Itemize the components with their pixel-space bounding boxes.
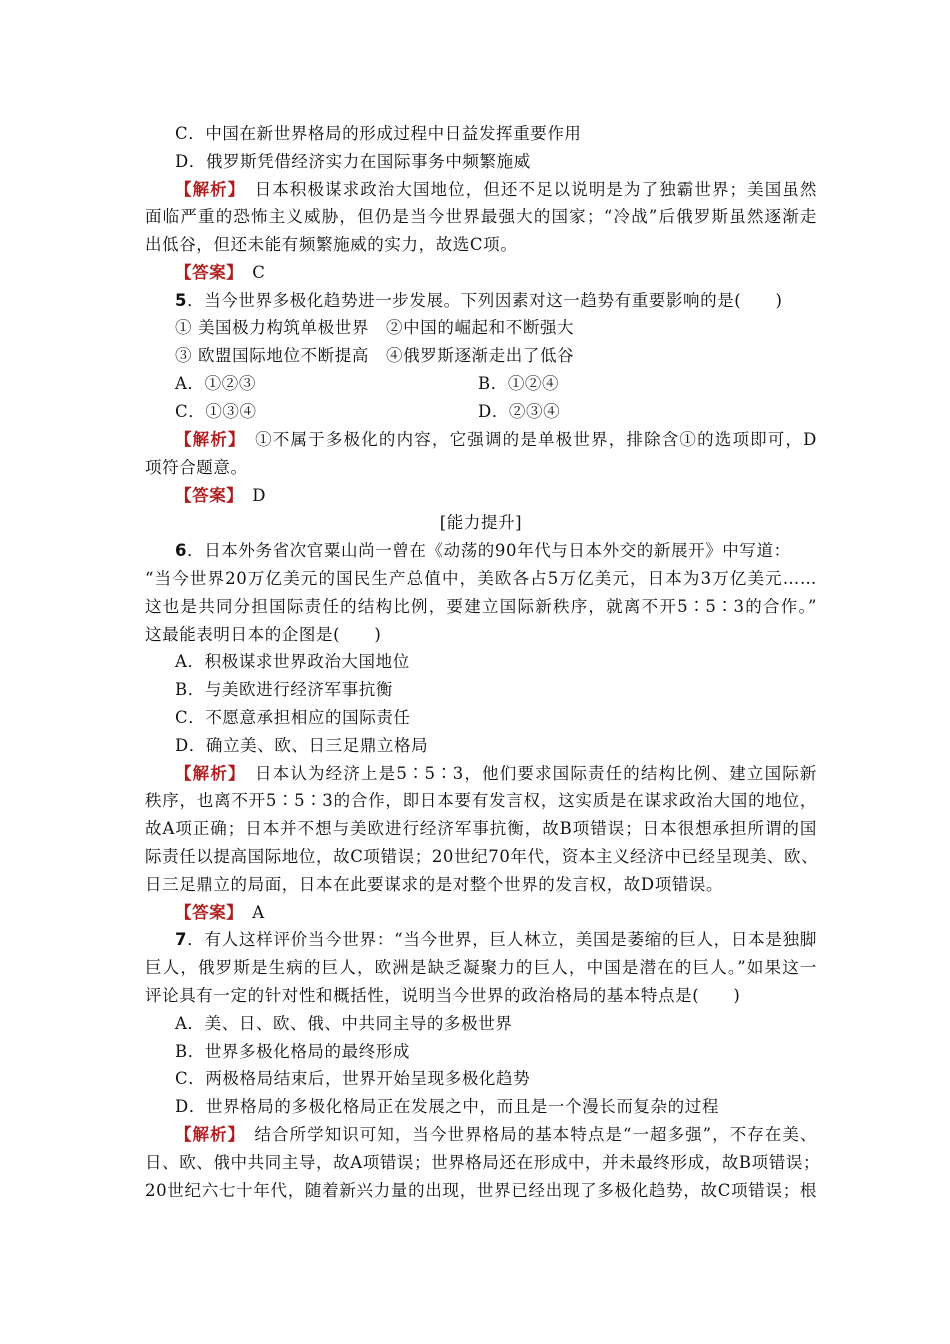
q5-items-line-1: ① 美国极力构筑单极世界 ②中国的崛起和不断强大	[175, 318, 575, 337]
q6-option-d: D．确立美、欧、日三足鼎立格局	[175, 736, 429, 755]
section-heading: [能力提升]	[439, 513, 523, 532]
q6-analysis-line-4: 际责任以提高国际地位，故C项错误；20世纪70年代，资本主义经济中已经呈现美、欧、	[145, 847, 819, 866]
q5-analysis-line-2: 项符合题意。	[145, 458, 248, 477]
q5-stem: 5．当今世界多极化趋势进一步发展。下列因素对这一趋势有重要影响的是( )	[175, 291, 783, 310]
q7-stem-line-3: 评论具有一定的针对性和概括性，说明当今世界的政治格局的基本特点是( )	[145, 986, 741, 1005]
question-number: 5	[175, 291, 188, 310]
q6-analysis-line-2: 秩序，也离不开5∶5∶3的合作，即日本要有发言权，这实质是在谋求政治大国的地位，	[145, 791, 817, 810]
q7-option-a: A．美、日、欧、俄、中共同主导的多极世界	[175, 1014, 513, 1033]
answer-tag: 【答案】	[175, 486, 236, 505]
question-number: 7	[175, 930, 188, 949]
q5-option-a: A．①②③	[175, 374, 256, 393]
q4-answer: 【答案】 C	[175, 263, 266, 282]
q7-option-d: D．世界格局的多极化格局正在发展之中，而且是一个漫长而复杂的过程	[175, 1097, 719, 1116]
analysis-tag: 【解析】	[175, 1125, 237, 1144]
q6-option-a: A．积极谋求世界政治大国地位	[175, 652, 410, 671]
q6-answer: 【答案】 A	[175, 903, 265, 922]
q4-analysis-line-3: 出低谷，但还未能有频繁施威的实力，故选C项。	[145, 235, 518, 254]
q6-option-c: C．不愿意承担相应的国际责任	[175, 708, 411, 727]
q4-option-d: D．俄罗斯凭借经济实力在国际事务中频繁施威	[175, 152, 531, 171]
q5-option-c: C．①③④	[175, 402, 257, 421]
q7-stem-line-2: 巨人，俄罗斯是生病的巨人，欧洲是缺乏凝聚力的巨人，中国是潜在的巨人。”如果这一	[145, 958, 817, 977]
q7-option-b: B．世界多极化格局的最终形成	[175, 1042, 411, 1061]
q6-analysis-line-1: 【解析】 日本认为经济上是5∶5∶3，他们要求国际责任的结构比例、建立国际新	[175, 764, 817, 783]
answer-tag: 【答案】	[175, 903, 236, 922]
q6-analysis-line-5: 日三足鼎立的局面，日本在此要谋求的是对整个世界的发言权，故D项错误。	[145, 875, 724, 894]
q6-stem-line-1: 6．日本外务省次官粟山尚一曾在《动荡的90年代与日本外交的新展开》中写道：	[175, 541, 791, 560]
q5-analysis-line-1: 【解析】 ①不属于多极化的内容，它强调的是单极世界，排除含①的选项即可，D	[175, 430, 817, 449]
analysis-tag: 【解析】	[175, 180, 238, 199]
q5-items-line-2: ③ 欧盟国际地位不断提高 ④俄罗斯逐渐走出了低谷	[175, 346, 575, 365]
q7-analysis-line-2: 日、欧、俄中共同主导，故A项错误；世界格局还在形成中，并未最终形成，故B项错误；	[145, 1153, 821, 1172]
q7-analysis-line-1: 【解析】 结合所学知识可知，当今世界格局的基本特点是“一超多强”，不存在美、	[175, 1125, 817, 1144]
q7-analysis-line-3: 20世纪六七十年代，随着新兴力量的出现，世界已经出现了多极化趋势，故C项错误；根	[145, 1181, 817, 1200]
q5-answer: 【答案】 D	[175, 486, 267, 505]
q7-stem-line-1: 7．有人这样评价当今世界：“当今世界，巨人林立，美国是萎缩的巨人，日本是独脚	[175, 930, 817, 949]
q6-stem-line-2: “当今世界20万亿美元的国民生产总值中，美欧各占5万亿美元，日本为3万亿美元……	[145, 569, 817, 588]
analysis-tag: 【解析】	[175, 764, 238, 783]
answer-tag: 【答案】	[175, 263, 236, 282]
q7-option-c: C．两极格局结束后，世界开始呈现多极化趋势	[175, 1069, 531, 1088]
q6-stem-line-3: 这也是共同分担国际责任的结构比例，要建立国际新秩序，就离不开5∶5∶3的合作。”	[145, 597, 817, 616]
q6-analysis-line-3: 故A项正确；日本并不想与美欧进行经济军事抗衡，故B项错误；日本很想承担所谓的国	[145, 819, 817, 838]
q4-analysis-line-1: 【解析】 日本积极谋求政治大国地位，但还不足以说明是为了独霸世界；美国虽然	[175, 180, 817, 199]
q5-option-d: D．②③④	[478, 402, 561, 421]
q4-option-c: C．中国在新世界格局的形成过程中日益发挥重要作用	[175, 124, 582, 143]
q6-stem-line-4: 这最能表明日本的企图是( )	[145, 625, 382, 644]
analysis-tag: 【解析】	[175, 430, 238, 449]
q5-option-b: B．①②④	[478, 374, 560, 393]
q4-analysis-line-2: 面临严重的恐怖主义威胁，但仍是当今世界最强大的国家；“冷战”后俄罗斯虽然逐渐走	[145, 207, 817, 226]
question-number: 6	[175, 541, 188, 560]
q6-option-b: B．与美欧进行经济军事抗衡	[175, 680, 393, 699]
